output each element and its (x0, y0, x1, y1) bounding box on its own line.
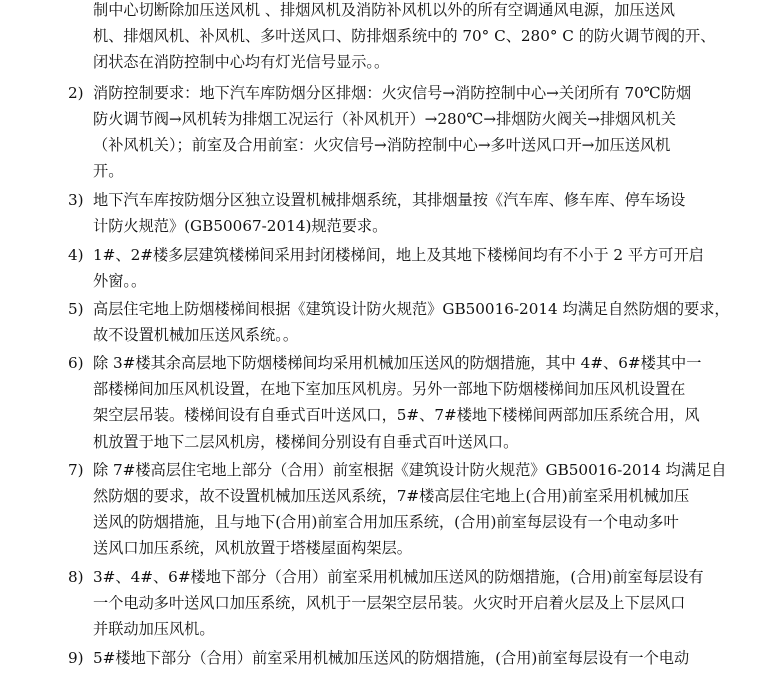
list-item-line: 地下汽车库按防烟分区独立设置机械排烟系统，其排烟量按《汽车库、修车库、停车场设 (93, 191, 686, 209)
list-item-number: 6) (68, 354, 84, 372)
list-item-line: 送风的防烟措施，且与地下(合用)前室合用加压系统，(合用)前室每层设有一个电动多叶 (93, 513, 679, 531)
list-item-number: 5) (68, 300, 84, 318)
list-item-number: 2) (68, 84, 84, 102)
list-item-line: 计防火规范》(GB50067-2014)规范要求。 (93, 217, 388, 235)
list-item-number: 9) (68, 649, 84, 667)
intro-line: 制中心切断除加压送风机 、排烟风机及消防补风机以外的所有空调通风电源，加压送风 (93, 1, 675, 19)
list-item-line: 除 7#楼高层住宅地上部分（合用）前室根据《建筑设计防火规范》GB50016-2014 均满足自 (93, 461, 727, 479)
list-item-line: 故不设置机械加压送风系统。。 (93, 326, 299, 344)
list-item-number: 7) (68, 461, 84, 479)
intro-line: 闭状态在消防控制中心均有灯光信号显示。。 (93, 53, 390, 71)
list-item-line: 开。 (93, 162, 124, 180)
list-item-line: 高层住宅地上防烟楼梯间根据《建筑设计防火规范》GB50016-2014 均满足自然防烟的要求， (93, 300, 730, 318)
list-item-line: 除 3#楼其余高层地下防烟楼梯间均采用机械加压送风的防烟措施，其中 4#、6#楼其中一 (93, 354, 702, 372)
list-item-line: 一个电动多叶送风口加压系统，风机于一层架空层吊装。火灾时开启着火层及上下层风口 (93, 594, 686, 612)
list-item-line: （补风机关）；前室及合用前室：火灾信号→消防控制中心→多叶送风口开→加压送风机 (93, 136, 671, 154)
list-item-line: 并联动加压风机。 (93, 620, 215, 638)
list-item-number: 4) (68, 246, 84, 264)
list-item-line: 送风口加压系统，风机放置于塔楼屋面构架层。 (93, 539, 412, 557)
list-item-line: 1#、2#楼多层建筑楼梯间采用封闭楼梯间，地上及其地下楼梯间均有不小于 2 平方可开启 (93, 246, 704, 264)
list-item-line: 3#、4#、6#楼地下部分（合用）前室采用机械加压送风的防烟措施，(合用)前室每层设有 (93, 568, 704, 586)
list-item-line: 部楼梯间加压风机设置，在地下室加压风机房。另外一部地下防烟楼梯间加压风机设置在 (93, 380, 686, 398)
list-item-line: 外窗。。 (93, 272, 147, 290)
intro-line: 机、排烟风机、补风机、多叶送风口、防排烟系统中的 70° C、280° C 的防火调节阀的开、 (93, 27, 716, 45)
list-item-line: 架空层吊装。楼梯间设有自垂式百叶送风口，5#、7#楼地下楼梯间两部加压系统合用，风 (93, 406, 700, 424)
list-item-line: 5#楼地下部分（合用）前室采用机械加压送风的防烟措施，(合用)前室每层设有一个电动 (93, 649, 690, 667)
list-item-line: 然防烟的要求，故不设置机械加压送风系统，7#楼高层住宅地上(合用)前室采用机械加压 (93, 487, 690, 505)
list-item-line: 消防控制要求：地下汽车库防烟分区排烟：火灾信号→消防控制中心→关闭所有 70℃防烟 (93, 84, 692, 102)
list-item-number: 3) (68, 191, 84, 209)
list-item-number: 8) (68, 568, 84, 586)
list-item-line: 机放置于地下二层风机房，楼梯间分别设有自垂式百叶送风口。 (93, 433, 519, 451)
list-item-line: 防火调节阀→风机转为排烟工况运行（补风机开）→280℃→排烟防火阀关→排烟风机关 (93, 110, 676, 128)
